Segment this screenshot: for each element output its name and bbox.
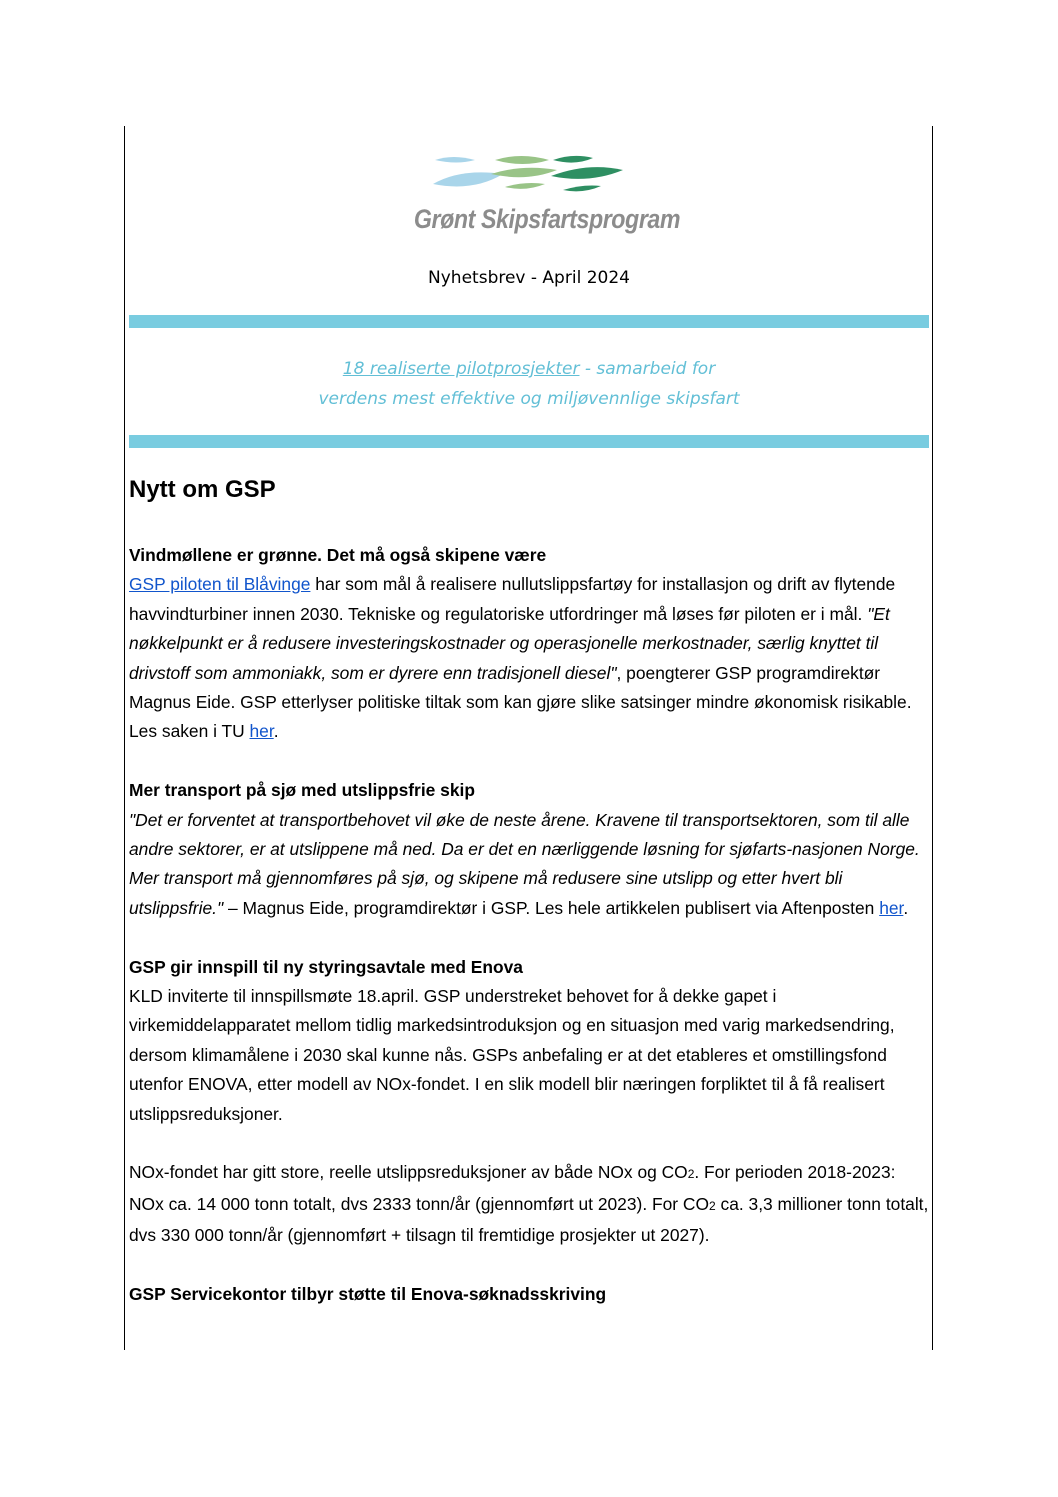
tagline bbox=[129, 354, 929, 414]
tagline-line2: verdens mest effektive og miljøvennlige skipsfart bbox=[318, 389, 740, 409]
article-nox-fund bbox=[129, 1158, 929, 1250]
section-title: Nytt om GSP bbox=[129, 476, 276, 503]
article-text-part: NOx-fondet har gitt store, reelle utslippsreduksjoner av både NOx og CO bbox=[129, 1162, 688, 1183]
article-heading: Mer transport på sjø med utslippsfrie skip bbox=[129, 780, 475, 801]
left-border-line bbox=[124, 126, 125, 1350]
bottom-color-band bbox=[129, 435, 929, 448]
article-heading: Vindmøllene er grønne. Det må også skipene være bbox=[129, 545, 547, 565]
article-text-part: – Magnus Eide, programdirektør i GSP. Les hele artikkelen publisert via Aftenposten bbox=[223, 897, 880, 918]
tu-article-link[interactable]: her bbox=[249, 721, 274, 742]
subscript-2: 2 bbox=[709, 1198, 716, 1213]
tagline-rest: - samarbeid for bbox=[579, 359, 716, 379]
article-text-end: . bbox=[273, 721, 279, 742]
newsletter-body bbox=[129, 472, 929, 1339]
right-border-line bbox=[932, 126, 933, 1350]
brand-logo bbox=[395, 150, 681, 245]
article-text bbox=[129, 570, 929, 746]
article-text-end: . bbox=[903, 897, 909, 918]
article-quote: "Det er forventet at transportbehovet vil øke de neste årene. Kravene til transportsektoren, som til alle andre sektorer, er at utslippene må ned. Da er det en nærliggende løsning for sjøfarts-nasjonen Norge. Mer transport må gjennomføres på sjø, og skipene må redusere sine utslipp og etter hvert bli utslippsfrie." bbox=[129, 809, 920, 918]
article-text bbox=[129, 806, 929, 924]
waves-logo-icon bbox=[433, 154, 628, 198]
article-windmills bbox=[129, 541, 929, 747]
article-heading: GSP Servicekontor tilbyr støtte til Enova-søknadsskriving bbox=[129, 1284, 607, 1305]
article-sea-transport bbox=[129, 776, 929, 923]
article-heading: GSP gir innspill til ny styringsavtale med Enova bbox=[129, 956, 523, 977]
tagline-line1 bbox=[129, 354, 929, 384]
article-text-part: , poengterer GSP programdirektør Magnus Eide. GSP etterlyser politiske tiltak som kan gjøre slike satsinger mindre økonomisk risikable. Les saken i TU bbox=[129, 662, 912, 742]
logo-wordmark: Grønt Skipsfartsprogram bbox=[413, 204, 681, 234]
article-text-part: ca. 3,3 millioner tonn totalt, dvs 330 000 tonn/år (gjennomført + tilsagn til fremtidige prosjekter ut 2027). bbox=[129, 1193, 929, 1246]
issue-date: Nyhetsbrev - April 2024 bbox=[428, 268, 630, 288]
subscript-2: 2 bbox=[687, 1167, 695, 1182]
blavinge-pilot-link[interactable]: GSP piloten til Blåvinge bbox=[129, 574, 311, 595]
top-color-band bbox=[129, 315, 929, 328]
aftenposten-link[interactable]: her bbox=[879, 897, 904, 918]
article-text: KLD inviterte til innspillsmøte 18.april. GSP understreket behovet for å dekke gapet i virkemiddelapparatet mellom tidlig markedsintroduksjon og en situasjon med varig markedsendring, dersom klimamålene i 2030 skal kunne nås. GSPs anbefaling er at det etableres et omstillingsfond utenfor ENOVA, etter modell av NOx-fondet. I en slik modell blir næringen forpliktet til å få realisert utslippsreduksjoner. bbox=[129, 986, 895, 1124]
article-quote: "Et nøkkelpunkt er å redusere investeringskostnader og operasjonelle merkostnader, særlig knyttet til drivstoff som ammoniakk, som er dyrere enn tradisjonell diesel" bbox=[129, 603, 890, 683]
pilot-projects-link[interactable]: 18 realiserte pilotprosjekter bbox=[342, 359, 580, 379]
article-text-part: . For perioden 2018-2023: NOx ca. 14 000 tonn totalt, dvs 2333 tonn/år (gjennomført ut 2023). For CO bbox=[129, 1162, 896, 1214]
article-service-office bbox=[129, 1280, 929, 1309]
article-text-part: har som mål å realisere nullutslippsfartøy for installasjon og drift av flytende havvindturbiner innen 2030. Tekniske og regulatoriske utfordringer må løses før piloten er i mål. bbox=[129, 574, 896, 624]
article-text bbox=[129, 1158, 929, 1250]
article-enova bbox=[129, 953, 929, 1129]
